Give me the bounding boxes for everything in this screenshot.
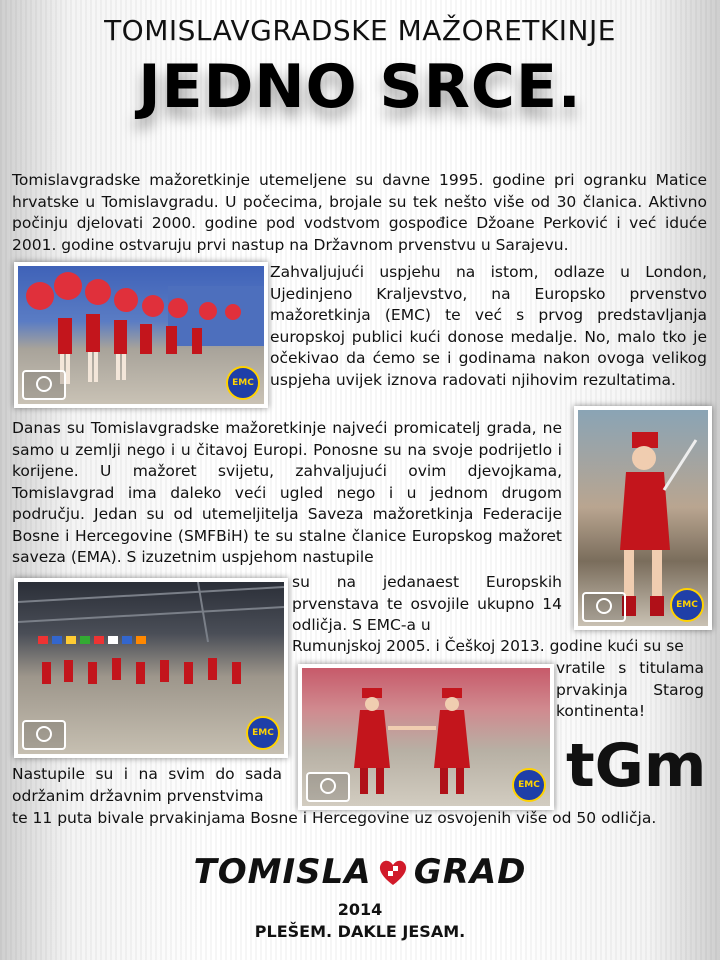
tomislavgrad-logo bbox=[0, 852, 720, 896]
titles-paragraph: Rumunjskoj 2005. i Češkoj 2013. godine kući su se bbox=[292, 637, 684, 655]
footer-year: 2014 bbox=[337, 900, 383, 919]
promotion-paragraph: Danas su Tomislavgradske mažoretkinje najveći promicatelj grada, ne samo u zemlji nego i u čitavoj Europi. Ponosne su na svoje podrijetlo i korijene. U mažoret svijetu, zahvaljujući ovim djevojkama, Tomislavgrad ima daleko veći ugled nego i u jednom drugom području. Jedan su od utemeljitelja Saveza mažoretkinja Federacije Bosne i Hercegovine (SMFBiH) te su stalne članice Europskog mažoret saveza (EMA). S izuzetnim uspjehom nastupile bbox=[12, 419, 562, 566]
signature-text: tGm bbox=[566, 731, 702, 798]
tgm-signature bbox=[562, 728, 702, 798]
bih-paragraph: te 11 puta bivale prvakinjama Bosne i Hercegovine uz osvojenih više od 50 odličja. bbox=[12, 809, 657, 827]
emc-badge-icon: EMC bbox=[246, 716, 280, 750]
national-paragraph: Nastupile su i na svim do sada održanim državnim prvenstvima bbox=[12, 765, 282, 805]
camera-watermark-icon bbox=[306, 772, 350, 802]
logo-text-left: TOMISLA bbox=[193, 852, 372, 892]
photo-group-performance bbox=[14, 262, 268, 408]
emc-badge-icon: EMC bbox=[512, 768, 546, 802]
photo-duo-performance bbox=[298, 664, 554, 810]
tgm-signature-graphic bbox=[562, 728, 702, 798]
continent-paragraph: vratile s titulama prvakinja Starog kontinenta! bbox=[556, 659, 704, 720]
footer-motto: PLEŠEM. DAKLE JESAM. bbox=[254, 922, 466, 941]
poster-title: JEDNO SRCE. bbox=[138, 52, 582, 122]
london-paragraph: Zahvaljujući uspjehu na istom, odlaze u London, Ujedinjeno Kraljevstvo, na Europsko prvenstvo mažoretkinja (EMC) te već s prvog predstavljanja europskoj publici kući donose medalje. No, malo tko je očekivao da ćemo se i godinama nakon ovoga velikog uspjeha uvijek iznova radovati njihovim rezultatima. bbox=[270, 263, 707, 389]
emc-badge-icon: EMC bbox=[226, 366, 260, 400]
logo-text-right: GRAD bbox=[413, 852, 527, 892]
camera-watermark-icon bbox=[22, 720, 66, 750]
intro-paragraph: Tomislavgradske mažoretkinje utemeljene su davne 1995. godine pri ogranku Matice hrvatske u Tomislavgradu. U počecima, brojale su tek nešto više od 30 članica. Aktivno počinju djelovati 2000. godine pod vodstvom gospođice Džoane Perković i već iduće 2001. godine ostvaruju prvi nastup na Državnom prvenstvu u Sarajevu. bbox=[12, 171, 707, 254]
photo-arena-formation bbox=[14, 578, 288, 758]
emc-badge-icon: EMC bbox=[670, 588, 704, 622]
photo-solo-majorette bbox=[574, 406, 712, 630]
camera-watermark-icon bbox=[22, 370, 66, 400]
poster-subtitle: TOMISLAVGRADSKE MAŽORETKINJE bbox=[104, 14, 616, 47]
heart-icon bbox=[377, 856, 409, 888]
championships-paragraph: su na jedanaest Europskih prvenstava te osvojile ukupno 14 odličja. S EMC-a u bbox=[292, 573, 562, 634]
camera-watermark-icon bbox=[582, 592, 626, 622]
